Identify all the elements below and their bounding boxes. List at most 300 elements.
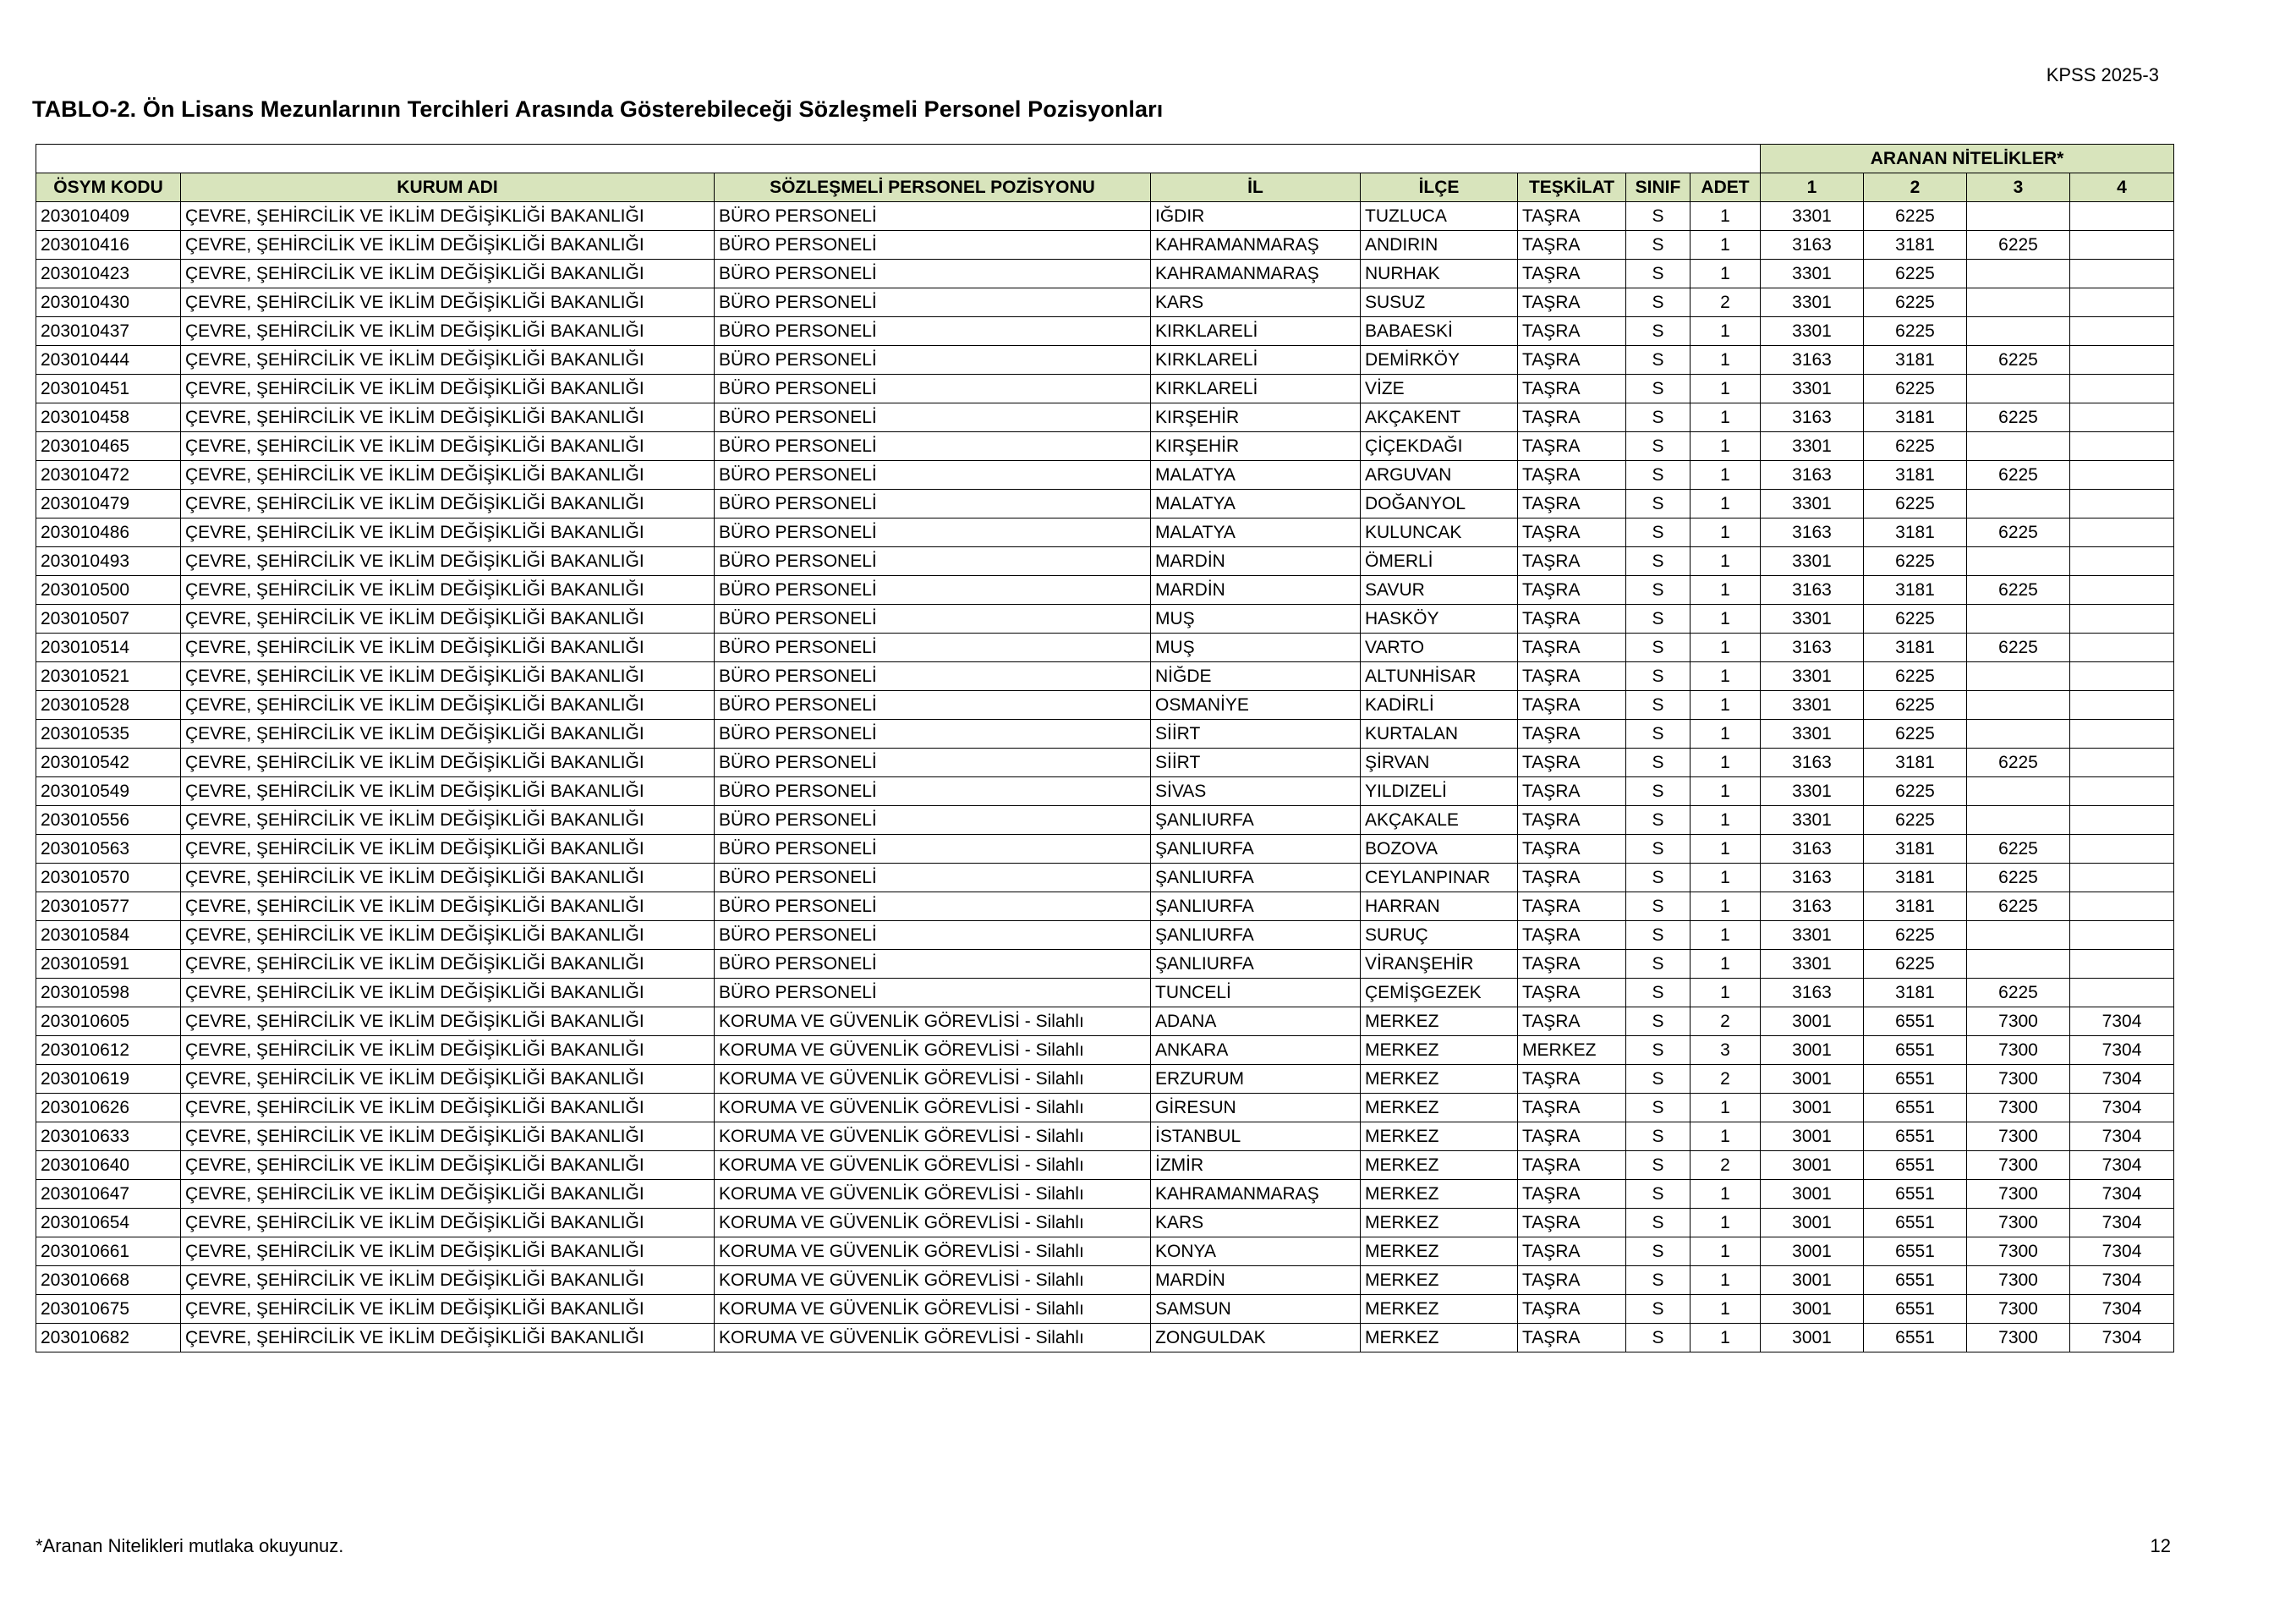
column-header-row (36, 173, 2174, 202)
cell-nitelik-1: 3163 (1761, 231, 1864, 260)
cell-nitelik-3 (1967, 662, 2070, 691)
cell-nitelik-2: 3181 (1864, 864, 1967, 892)
cell-pozisyon: BÜRO PERSONELİ (715, 260, 1151, 288)
cell-nitelik-1: 3301 (1761, 375, 1864, 403)
cell-adet: 1 (1690, 950, 1761, 979)
cell-nitelik-1: 3163 (1761, 518, 1864, 547)
table-row (36, 490, 2174, 518)
cell-pozisyon: BÜRO PERSONELİ (715, 691, 1151, 720)
cell-sinif: S (1626, 979, 1690, 1007)
cell-osym-kodu: 203010486 (36, 518, 181, 547)
cell-kurum-adi: ÇEVRE, ŞEHİRCİLİK VE İKLİM DEĞİŞİKLİĞİ BAKANLIĞI (181, 979, 715, 1007)
cell-il: ŞANLIURFA (1151, 921, 1361, 950)
cell-kurum-adi: ÇEVRE, ŞEHİRCİLİK VE İKLİM DEĞİŞİKLİĞİ BAKANLIĞI (181, 346, 715, 375)
cell-nitelik-4 (2070, 518, 2174, 547)
cell-nitelik-4 (2070, 317, 2174, 346)
cell-osym-kodu: 203010605 (36, 1007, 181, 1036)
cell-il: KONYA (1151, 1237, 1361, 1266)
cell-nitelik-3: 7300 (1967, 1266, 2070, 1295)
cell-nitelik-1: 3001 (1761, 1065, 1864, 1094)
cell-ilce: ANDIRIN (1361, 231, 1518, 260)
cell-pozisyon: KORUMA VE GÜVENLİK GÖREVLİSİ - Silahlı (715, 1007, 1151, 1036)
column-header-teskilat: TEŞKİLAT (1518, 173, 1626, 202)
cell-kurum-adi: ÇEVRE, ŞEHİRCİLİK VE İKLİM DEĞİŞİKLİĞİ BAKANLIĞI (181, 202, 715, 231)
cell-ilce: KULUNCAK (1361, 518, 1518, 547)
cell-sinif: S (1626, 1122, 1690, 1151)
cell-adet: 1 (1690, 1122, 1761, 1151)
table-row (36, 1237, 2174, 1266)
cell-nitelik-1: 3301 (1761, 202, 1864, 231)
cell-teskilat: TAŞRA (1518, 375, 1626, 403)
cell-kurum-adi: ÇEVRE, ŞEHİRCİLİK VE İKLİM DEĞİŞİKLİĞİ BAKANLIĞI (181, 835, 715, 864)
cell-ilce: SAVUR (1361, 576, 1518, 605)
cell-ilce: ÇİÇEKDAĞI (1361, 432, 1518, 461)
cell-il: ADANA (1151, 1007, 1361, 1036)
cell-nitelik-2: 3181 (1864, 892, 1967, 921)
cell-il: ŞANLIURFA (1151, 806, 1361, 835)
cell-pozisyon: BÜRO PERSONELİ (715, 979, 1151, 1007)
cell-kurum-adi: ÇEVRE, ŞEHİRCİLİK VE İKLİM DEĞİŞİKLİĞİ BAKANLIĞI (181, 547, 715, 576)
cell-adet: 1 (1690, 634, 1761, 662)
cell-osym-kodu: 203010451 (36, 375, 181, 403)
cell-adet: 1 (1690, 749, 1761, 777)
cell-kurum-adi: ÇEVRE, ŞEHİRCİLİK VE İKLİM DEĞİŞİKLİĞİ BAKANLIĞI (181, 1180, 715, 1209)
table-row (36, 950, 2174, 979)
cell-osym-kodu: 203010598 (36, 979, 181, 1007)
cell-osym-kodu: 203010535 (36, 720, 181, 749)
cell-nitelik-4 (2070, 777, 2174, 806)
cell-nitelik-4 (2070, 432, 2174, 461)
cell-nitelik-3: 6225 (1967, 979, 2070, 1007)
cell-osym-kodu: 203010409 (36, 202, 181, 231)
cell-nitelik-1: 3301 (1761, 720, 1864, 749)
cell-il: IĞDIR (1151, 202, 1361, 231)
cell-pozisyon: KORUMA VE GÜVENLİK GÖREVLİSİ - Silahlı (715, 1036, 1151, 1065)
group-header-spacer (36, 145, 1761, 173)
cell-nitelik-3: 6225 (1967, 461, 2070, 490)
cell-nitelik-1: 3163 (1761, 461, 1864, 490)
column-header-nitelik-4: 4 (2070, 173, 2174, 202)
cell-nitelik-3 (1967, 720, 2070, 749)
cell-pozisyon: KORUMA VE GÜVENLİK GÖREVLİSİ - Silahlı (715, 1324, 1151, 1352)
cell-adet: 2 (1690, 1007, 1761, 1036)
cell-adet: 1 (1690, 346, 1761, 375)
cell-nitelik-1: 3301 (1761, 317, 1864, 346)
cell-nitelik-4: 7304 (2070, 1151, 2174, 1180)
cell-osym-kodu: 203010675 (36, 1295, 181, 1324)
cell-osym-kodu: 203010570 (36, 864, 181, 892)
cell-teskilat: TAŞRA (1518, 1151, 1626, 1180)
cell-nitelik-2: 6225 (1864, 202, 1967, 231)
cell-ilce: DOĞANYOL (1361, 490, 1518, 518)
cell-il: ERZURUM (1151, 1065, 1361, 1094)
cell-teskilat: MERKEZ (1518, 1036, 1626, 1065)
cell-osym-kodu: 203010437 (36, 317, 181, 346)
cell-osym-kodu: 203010423 (36, 260, 181, 288)
cell-adet: 1 (1690, 317, 1761, 346)
cell-nitelik-3: 6225 (1967, 864, 2070, 892)
table-row (36, 979, 2174, 1007)
cell-sinif: S (1626, 202, 1690, 231)
cell-adet: 1 (1690, 375, 1761, 403)
cell-il: MARDİN (1151, 547, 1361, 576)
cell-teskilat: TAŞRA (1518, 864, 1626, 892)
cell-osym-kodu: 203010668 (36, 1266, 181, 1295)
cell-adet: 1 (1690, 1209, 1761, 1237)
cell-nitelik-4 (2070, 806, 2174, 835)
cell-nitelik-2: 3181 (1864, 518, 1967, 547)
cell-teskilat: TAŞRA (1518, 835, 1626, 864)
cell-nitelik-4 (2070, 288, 2174, 317)
cell-il: MARDİN (1151, 576, 1361, 605)
cell-nitelik-1: 3001 (1761, 1036, 1864, 1065)
cell-sinif: S (1626, 288, 1690, 317)
cell-sinif: S (1626, 835, 1690, 864)
cell-osym-kodu: 203010640 (36, 1151, 181, 1180)
cell-ilce: HARRAN (1361, 892, 1518, 921)
cell-teskilat: TAŞRA (1518, 231, 1626, 260)
cell-il: GİRESUN (1151, 1094, 1361, 1122)
cell-teskilat: TAŞRA (1518, 346, 1626, 375)
cell-teskilat: TAŞRA (1518, 1209, 1626, 1237)
cell-sinif: S (1626, 1180, 1690, 1209)
cell-osym-kodu: 203010479 (36, 490, 181, 518)
table-row (36, 777, 2174, 806)
cell-adet: 1 (1690, 432, 1761, 461)
cell-nitelik-2: 3181 (1864, 461, 1967, 490)
cell-teskilat: TAŞRA (1518, 1180, 1626, 1209)
cell-adet: 3 (1690, 1036, 1761, 1065)
cell-sinif: S (1626, 1324, 1690, 1352)
cell-nitelik-4 (2070, 921, 2174, 950)
cell-adet: 1 (1690, 1237, 1761, 1266)
cell-il: KAHRAMANMARAŞ (1151, 260, 1361, 288)
cell-ilce: VARTO (1361, 634, 1518, 662)
column-header-osym-kodu: ÖSYM KODU (36, 173, 181, 202)
cell-kurum-adi: ÇEVRE, ŞEHİRCİLİK VE İKLİM DEĞİŞİKLİĞİ BAKANLIĞI (181, 231, 715, 260)
cell-nitelik-2: 6225 (1864, 777, 1967, 806)
cell-sinif: S (1626, 1237, 1690, 1266)
cell-kurum-adi: ÇEVRE, ŞEHİRCİLİK VE İKLİM DEĞİŞİKLİĞİ BAKANLIĞI (181, 662, 715, 691)
cell-nitelik-3 (1967, 288, 2070, 317)
cell-pozisyon: BÜRO PERSONELİ (715, 892, 1151, 921)
cell-nitelik-4 (2070, 547, 2174, 576)
cell-pozisyon: BÜRO PERSONELİ (715, 634, 1151, 662)
cell-nitelik-2: 6551 (1864, 1065, 1967, 1094)
table-row (36, 1180, 2174, 1209)
cell-ilce: MERKEZ (1361, 1122, 1518, 1151)
cell-adet: 1 (1690, 518, 1761, 547)
cell-osym-kodu: 203010472 (36, 461, 181, 490)
cell-nitelik-2: 3181 (1864, 576, 1967, 605)
cell-pozisyon: BÜRO PERSONELİ (715, 518, 1151, 547)
cell-pozisyon: BÜRO PERSONELİ (715, 720, 1151, 749)
cell-nitelik-4 (2070, 634, 2174, 662)
cell-kurum-adi: ÇEVRE, ŞEHİRCİLİK VE İKLİM DEĞİŞİKLİĞİ BAKANLIĞI (181, 576, 715, 605)
table-row (36, 231, 2174, 260)
cell-teskilat: TAŞRA (1518, 720, 1626, 749)
cell-ilce: NURHAK (1361, 260, 1518, 288)
cell-teskilat: TAŞRA (1518, 605, 1626, 634)
table-row (36, 1324, 2174, 1352)
cell-nitelik-1: 3001 (1761, 1237, 1864, 1266)
cell-adet: 1 (1690, 720, 1761, 749)
cell-nitelik-4 (2070, 202, 2174, 231)
table-row (36, 1151, 2174, 1180)
cell-pozisyon: KORUMA VE GÜVENLİK GÖREVLİSİ - Silahlı (715, 1209, 1151, 1237)
cell-sinif: S (1626, 892, 1690, 921)
cell-pozisyon: BÜRO PERSONELİ (715, 202, 1151, 231)
cell-kurum-adi: ÇEVRE, ŞEHİRCİLİK VE İKLİM DEĞİŞİKLİĞİ BAKANLIĞI (181, 777, 715, 806)
cell-adet: 1 (1690, 806, 1761, 835)
cell-nitelik-2: 3181 (1864, 403, 1967, 432)
cell-adet: 1 (1690, 1295, 1761, 1324)
cell-adet: 1 (1690, 1266, 1761, 1295)
group-header-aranan-nitelikler: ARANAN NİTELİKLER* (1761, 145, 2174, 173)
table-row (36, 691, 2174, 720)
cell-teskilat: TAŞRA (1518, 979, 1626, 1007)
cell-kurum-adi: ÇEVRE, ŞEHİRCİLİK VE İKLİM DEĞİŞİKLİĞİ BAKANLIĞI (181, 490, 715, 518)
cell-teskilat: TAŞRA (1518, 576, 1626, 605)
table-row (36, 1065, 2174, 1094)
cell-nitelik-4: 7304 (2070, 1324, 2174, 1352)
cell-nitelik-4 (2070, 892, 2174, 921)
cell-il: KAHRAMANMARAŞ (1151, 1180, 1361, 1209)
cell-ilce: TUZLUCA (1361, 202, 1518, 231)
cell-osym-kodu: 203010647 (36, 1180, 181, 1209)
cell-sinif: S (1626, 518, 1690, 547)
cell-ilce: DEMİRKÖY (1361, 346, 1518, 375)
cell-nitelik-1: 3163 (1761, 403, 1864, 432)
cell-nitelik-1: 3163 (1761, 864, 1864, 892)
cell-kurum-adi: ÇEVRE, ŞEHİRCİLİK VE İKLİM DEĞİŞİKLİĞİ BAKANLIĞI (181, 1324, 715, 1352)
cell-nitelik-3 (1967, 691, 2070, 720)
cell-nitelik-3: 6225 (1967, 518, 2070, 547)
cell-sinif: S (1626, 490, 1690, 518)
cell-nitelik-2: 6225 (1864, 490, 1967, 518)
cell-ilce: MERKEZ (1361, 1209, 1518, 1237)
cell-ilce: ARGUVAN (1361, 461, 1518, 490)
cell-kurum-adi: ÇEVRE, ŞEHİRCİLİK VE İKLİM DEĞİŞİKLİĞİ BAKANLIĞI (181, 720, 715, 749)
cell-il: MALATYA (1151, 461, 1361, 490)
table-row (36, 518, 2174, 547)
cell-pozisyon: BÜRO PERSONELİ (715, 461, 1151, 490)
table-row (36, 720, 2174, 749)
cell-nitelik-1: 3163 (1761, 346, 1864, 375)
cell-nitelik-1: 3301 (1761, 806, 1864, 835)
cell-nitelik-1: 3301 (1761, 605, 1864, 634)
cell-ilce: SUSUZ (1361, 288, 1518, 317)
cell-osym-kodu: 203010528 (36, 691, 181, 720)
column-header-nitelik-1: 1 (1761, 173, 1864, 202)
cell-nitelik-4 (2070, 691, 2174, 720)
cell-nitelik-2: 6551 (1864, 1266, 1967, 1295)
cell-il: SAMSUN (1151, 1295, 1361, 1324)
table-row (36, 835, 2174, 864)
cell-pozisyon: KORUMA VE GÜVENLİK GÖREVLİSİ - Silahlı (715, 1094, 1151, 1122)
cell-osym-kodu: 203010444 (36, 346, 181, 375)
table-row (36, 892, 2174, 921)
cell-nitelik-4: 7304 (2070, 1180, 2174, 1209)
cell-nitelik-4 (2070, 231, 2174, 260)
cell-nitelik-1: 3163 (1761, 835, 1864, 864)
cell-nitelik-2: 3181 (1864, 749, 1967, 777)
column-header-sinif: SINIF (1626, 173, 1690, 202)
cell-nitelik-2: 6225 (1864, 288, 1967, 317)
cell-osym-kodu: 203010521 (36, 662, 181, 691)
cell-nitelik-2: 6551 (1864, 1209, 1967, 1237)
cell-ilce: BOZOVA (1361, 835, 1518, 864)
cell-sinif: S (1626, 691, 1690, 720)
cell-kurum-adi: ÇEVRE, ŞEHİRCİLİK VE İKLİM DEĞİŞİKLİĞİ BAKANLIĞI (181, 1237, 715, 1266)
cell-sinif: S (1626, 1151, 1690, 1180)
cell-ilce: MERKEZ (1361, 1180, 1518, 1209)
table-row (36, 749, 2174, 777)
table-row (36, 1036, 2174, 1065)
cell-pozisyon: BÜRO PERSONELİ (715, 921, 1151, 950)
cell-osym-kodu: 203010542 (36, 749, 181, 777)
cell-sinif: S (1626, 1094, 1690, 1122)
table-row (36, 317, 2174, 346)
cell-ilce: BABAESKİ (1361, 317, 1518, 346)
cell-ilce: KURTALAN (1361, 720, 1518, 749)
cell-osym-kodu: 203010556 (36, 806, 181, 835)
cell-sinif: S (1626, 461, 1690, 490)
cell-osym-kodu: 203010619 (36, 1065, 181, 1094)
cell-ilce: YILDIZELİ (1361, 777, 1518, 806)
cell-nitelik-1: 3301 (1761, 288, 1864, 317)
cell-il: MUŞ (1151, 605, 1361, 634)
cell-pozisyon: BÜRO PERSONELİ (715, 749, 1151, 777)
cell-sinif: S (1626, 720, 1690, 749)
cell-ilce: MERKEZ (1361, 1036, 1518, 1065)
cell-adet: 2 (1690, 1151, 1761, 1180)
cell-il: SİİRT (1151, 749, 1361, 777)
cell-sinif: S (1626, 547, 1690, 576)
cell-teskilat: TAŞRA (1518, 547, 1626, 576)
cell-kurum-adi: ÇEVRE, ŞEHİRCİLİK VE İKLİM DEĞİŞİKLİĞİ BAKANLIĞI (181, 921, 715, 950)
cell-il: ANKARA (1151, 1036, 1361, 1065)
cell-il: MARDİN (1151, 1266, 1361, 1295)
cell-pozisyon: BÜRO PERSONELİ (715, 547, 1151, 576)
cell-kurum-adi: ÇEVRE, ŞEHİRCİLİK VE İKLİM DEĞİŞİKLİĞİ BAKANLIĞI (181, 375, 715, 403)
cell-nitelik-4 (2070, 605, 2174, 634)
cell-adet: 1 (1690, 979, 1761, 1007)
cell-ilce: HASKÖY (1361, 605, 1518, 634)
cell-nitelik-4 (2070, 662, 2174, 691)
column-header-nitelik-2: 2 (1864, 173, 1967, 202)
table-row (36, 403, 2174, 432)
cell-adet: 1 (1690, 231, 1761, 260)
cell-ilce: MERKEZ (1361, 1151, 1518, 1180)
cell-nitelik-3: 7300 (1967, 1094, 2070, 1122)
cell-pozisyon: KORUMA VE GÜVENLİK GÖREVLİSİ - Silahlı (715, 1295, 1151, 1324)
cell-nitelik-2: 6225 (1864, 806, 1967, 835)
cell-teskilat: TAŞRA (1518, 921, 1626, 950)
cell-nitelik-1: 3001 (1761, 1151, 1864, 1180)
cell-nitelik-2: 6225 (1864, 375, 1967, 403)
cell-adet: 1 (1690, 662, 1761, 691)
cell-nitelik-1: 3163 (1761, 749, 1864, 777)
cell-teskilat: TAŞRA (1518, 950, 1626, 979)
cell-sinif: S (1626, 1036, 1690, 1065)
cell-ilce: MERKEZ (1361, 1065, 1518, 1094)
positions-table (36, 144, 2174, 1352)
cell-kurum-adi: ÇEVRE, ŞEHİRCİLİK VE İKLİM DEĞİŞİKLİĞİ BAKANLIĞI (181, 518, 715, 547)
cell-nitelik-4: 7304 (2070, 1007, 2174, 1036)
cell-pozisyon: BÜRO PERSONELİ (715, 375, 1151, 403)
cell-il: KIRKLARELİ (1151, 346, 1361, 375)
cell-il: MALATYA (1151, 518, 1361, 547)
cell-nitelik-3 (1967, 605, 2070, 634)
table-row (36, 260, 2174, 288)
cell-osym-kodu: 203010633 (36, 1122, 181, 1151)
cell-nitelik-3: 7300 (1967, 1007, 2070, 1036)
cell-sinif: S (1626, 260, 1690, 288)
cell-teskilat: TAŞRA (1518, 403, 1626, 432)
cell-il: TUNCELİ (1151, 979, 1361, 1007)
cell-sinif: S (1626, 749, 1690, 777)
cell-kurum-adi: ÇEVRE, ŞEHİRCİLİK VE İKLİM DEĞİŞİKLİĞİ BAKANLIĞI (181, 1094, 715, 1122)
table-row (36, 346, 2174, 375)
cell-teskilat: TAŞRA (1518, 662, 1626, 691)
cell-nitelik-3 (1967, 202, 2070, 231)
cell-nitelik-1: 3163 (1761, 634, 1864, 662)
cell-kurum-adi: ÇEVRE, ŞEHİRCİLİK VE İKLİM DEĞİŞİKLİĞİ BAKANLIĞI (181, 403, 715, 432)
table-row (36, 375, 2174, 403)
cell-nitelik-1: 3163 (1761, 979, 1864, 1007)
table-row (36, 662, 2174, 691)
cell-osym-kodu: 203010591 (36, 950, 181, 979)
table-row (36, 1209, 2174, 1237)
cell-nitelik-2: 6225 (1864, 950, 1967, 979)
column-header-adet: ADET (1690, 173, 1761, 202)
cell-nitelik-1: 3301 (1761, 432, 1864, 461)
cell-adet: 1 (1690, 777, 1761, 806)
cell-kurum-adi: ÇEVRE, ŞEHİRCİLİK VE İKLİM DEĞİŞİKLİĞİ BAKANLIĞI (181, 1065, 715, 1094)
cell-nitelik-4 (2070, 375, 2174, 403)
cell-osym-kodu: 203010661 (36, 1237, 181, 1266)
cell-osym-kodu: 203010465 (36, 432, 181, 461)
cell-pozisyon: KORUMA VE GÜVENLİK GÖREVLİSİ - Silahlı (715, 1122, 1151, 1151)
cell-osym-kodu: 203010682 (36, 1324, 181, 1352)
cell-nitelik-1: 3301 (1761, 662, 1864, 691)
cell-teskilat: TAŞRA (1518, 518, 1626, 547)
cell-nitelik-2: 6551 (1864, 1324, 1967, 1352)
cell-nitelik-3: 6225 (1967, 231, 2070, 260)
cell-adet: 1 (1690, 202, 1761, 231)
cell-kurum-adi: ÇEVRE, ŞEHİRCİLİK VE İKLİM DEĞİŞİKLİĞİ BAKANLIĞI (181, 317, 715, 346)
cell-il: ŞANLIURFA (1151, 835, 1361, 864)
cell-nitelik-4 (2070, 979, 2174, 1007)
cell-adet: 1 (1690, 1094, 1761, 1122)
cell-adet: 1 (1690, 691, 1761, 720)
cell-il: MALATYA (1151, 490, 1361, 518)
cell-nitelik-2: 6551 (1864, 1180, 1967, 1209)
cell-kurum-adi: ÇEVRE, ŞEHİRCİLİK VE İKLİM DEĞİŞİKLİĞİ BAKANLIĞI (181, 1295, 715, 1324)
cell-adet: 1 (1690, 576, 1761, 605)
cell-il: KIRŞEHİR (1151, 403, 1361, 432)
cell-kurum-adi: ÇEVRE, ŞEHİRCİLİK VE İKLİM DEĞİŞİKLİĞİ BAKANLIĞI (181, 1036, 715, 1065)
cell-nitelik-3 (1967, 375, 2070, 403)
cell-teskilat: TAŞRA (1518, 490, 1626, 518)
cell-osym-kodu: 203010416 (36, 231, 181, 260)
cell-nitelik-1: 3001 (1761, 1295, 1864, 1324)
cell-nitelik-4 (2070, 720, 2174, 749)
cell-nitelik-3: 6225 (1967, 835, 2070, 864)
cell-nitelik-3: 7300 (1967, 1036, 2070, 1065)
cell-pozisyon: BÜRO PERSONELİ (715, 231, 1151, 260)
